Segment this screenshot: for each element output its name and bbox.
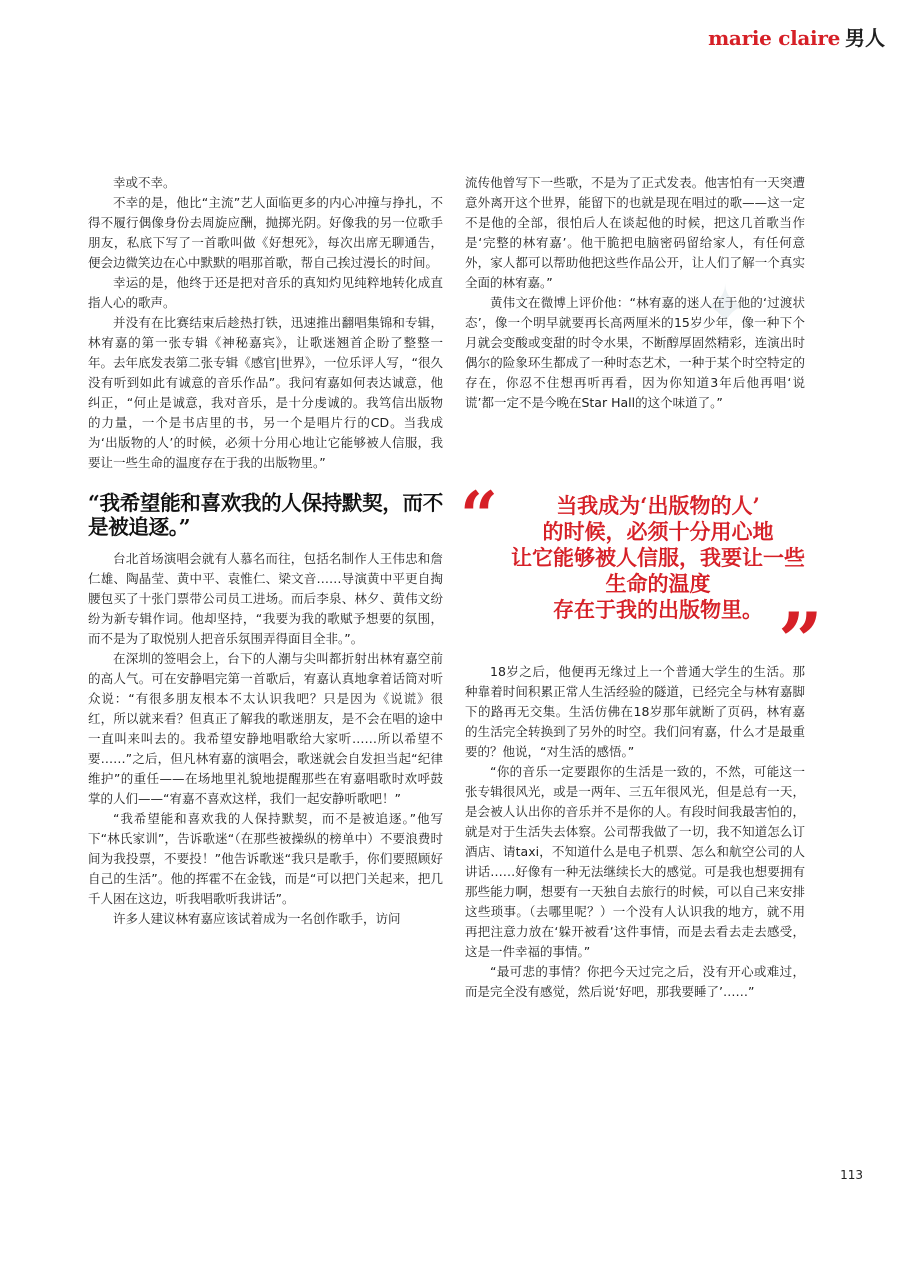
paragraph: 幸运的是，他终于还是把对音乐的真知灼见纯粹地转化成直指人心的歌声。 — [88, 275, 443, 310]
subheading: “我希望能和喜欢我的人保持默契，而不是被追逐。” — [88, 491, 443, 539]
left-column — [88, 173, 443, 929]
paragraph: 许多人建议林宥嘉应该试着成为一名创作歌手，访问 — [113, 911, 401, 926]
masthead — [708, 22, 885, 48]
paragraph: 不幸的是，他比“主流”艺人面临更多的内心冲撞与挣扎，不得不履行偶像身份去周旋应酬，抛掷光阴。好像我的另一位歌手朋友，私底下写了一首歌叫做《好想死》，每次出席无聊通告，便会边微笑边在心中默默的唱那首歌，帮自己挨过漫长的时间。 — [88, 195, 443, 270]
paragraph: 流传他曾写下一些歌，不是为了正式发表。他害怕有一天突遭意外离开这个世界，能留下的也就是现在唱过的歌——这一定不是他的全部，很怕后人在谈起他的时候，把这几首歌当作是‘完整的林宥嘉’。他干脆把电脑密码留给家人，有任何意外，家人都可以帮助他把这些作品公开，让人们了解一个真实全面的林宥嘉。” — [465, 175, 805, 290]
open-quote-mark: “ — [460, 477, 498, 555]
pull-quote-line: 生命的温度 — [605, 571, 711, 596]
close-quote-mark: ” — [778, 596, 823, 687]
pull-quote-line: 让它能够被人信服，我要让一些 — [511, 545, 805, 570]
paragraph: 黄伟文在微博上评价他：“林宥嘉的迷人在于他的‘过渡状态’，像一个明早就要再长高两厘米的15岁少年，像一种下个月就会变酸或变甜的时令水果，不断醇厚固然精彩，连演出时偶尔的险象环生都成了一种时态艺术，一种于某个时空特定的存在，你忍不住想再听再看，因为你知道3年后他再唱‘说谎’都一定不是今晚在Star Hall的这个味道了。” — [465, 295, 805, 410]
paragraph: “最可悲的事情？你把今天过完之后，没有开心或难过，而是完全没有感觉，然后说‘好吧，那我要睡了’……” — [465, 964, 805, 999]
pull-quote-line: 存在于我的出版物里。 — [553, 597, 763, 622]
paragraph: 台北首场演唱会就有人慕名而往，包括名制作人王伟忠和詹仁雄、陶晶莹、黄中平、袁惟仁、梁文音……导演黄中平更自掏腰包买了十张门票带公司员工进场。而后李泉、林夕、黄伟文纷纷为新专辑作词。他却坚持，“我要为我的歌赋予想要的氛围，而不是为了取悦别人把音乐氛围弄得面目全非。”。 — [88, 551, 443, 646]
pull-quote-line: 当我成为‘出版物的人’ — [556, 493, 760, 518]
paragraph: 18岁之后，他便再无缘过上一个普通大学生的生活。那种靠着时间积累正常人生活经验的隧道，已经完全与林宥嘉脚下的路再无交集。生活仿佛在18岁那年就断了页码，林宥嘉的生活完全转换到了另外的时空。我们问宥嘉，什么才是最重要的？他说，“对生活的感悟。” — [465, 664, 805, 759]
pull-quote-line: 的时候，必须十分用心地 — [542, 519, 774, 544]
paragraph: 并没有在比赛结束后趁热打铁，迅速推出翻唱集锦和专辑，林宥嘉的第一张专辑《神秘嘉宾》，让歌迷翘首企盼了整整一年。去年底发表第二张专辑《感官|世界》，一位乐评人写，“很久没有听到如此有诚意的音乐作品”。我问宥嘉如何表达诚意，他纠正，“何止是诚意，我对音乐，是十分虔诚的。我笃信出版物的力量，一个是书店里的书，另一个是唱片行的CD。当我成为‘出版物的人’的时候，必须十分用心地让它能够被人信服，我要让一些生命的温度存在于我的出版物里。” — [88, 315, 443, 470]
right-column-top — [465, 173, 805, 413]
section-label: 男人 — [845, 26, 885, 50]
pull-quote — [460, 477, 850, 687]
paragraph: “我希望能和喜欢我的人保持默契，而不是被追逐。”他写下“林氏家训”，告诉歌迷“（在那些被操纵的榜单中）不要浪费时间为我投票，不要投！”他告诉歌迷“我只是歌手，你们要照顾好自己的生活”。他的挥霍不在金钱，而是“可以把门关起来，把几千人困在这边，听我唱歌听我讲话”。 — [88, 811, 443, 906]
right-column-bottom — [465, 662, 805, 1002]
background-watermark: ✦ — [700, 273, 751, 343]
paragraph: 在深圳的签唱会上，台下的人潮与尖叫都折射出林宥嘉空前的高人气。可在安静唱完第一首歌后，宥嘉认真地拿着话筒对听众说：“有很多朋友根本不太认识我吧？只是因为《说谎》很红，所以就来看？但真正了解我的歌迷朋友，是不会在唱的途中一直叫来叫去的。我希望安静地唱歌给大家听……所以希望不要……”之后，但凡林宥嘉的演唱会，歌迷就会自发担当起“纪律维护”的重任——在场地里礼貌地提醒那些在宥嘉唱歌时欢呼鼓掌的人们——“宥嘉不喜欢这样，我们一起安静听歌吧！” — [88, 651, 443, 806]
brand-logo: marie claire — [708, 26, 840, 50]
paragraph: “你的音乐一定要跟你的生活是一致的，不然，可能这一张专辑很风光，或是一两年、三五年很风光，但是总有一天，是会被人认出你的音乐并不是你的人。有段时间我最害怕的，就是对于生活失去体察。公司帮我做了一切，我不知道怎么订酒店、请taxi，不知道什么是电子机票、怎么和航空公司的人讲话……好像有一种无法继续长大的感觉。可是我也想要拥有那些能力啊，想要有一天独自去旅行的时候，可以自己来安排这些琐事。（去哪里呢？）一个没有人认识我的地方，就不用再把注意力放在‘躲开被看’这件事情，而是去看去走去感受，这是一件幸福的事情。” — [465, 764, 805, 959]
paragraph: 幸或不幸。 — [113, 175, 176, 190]
page-number: 113 — [840, 1168, 863, 1182]
